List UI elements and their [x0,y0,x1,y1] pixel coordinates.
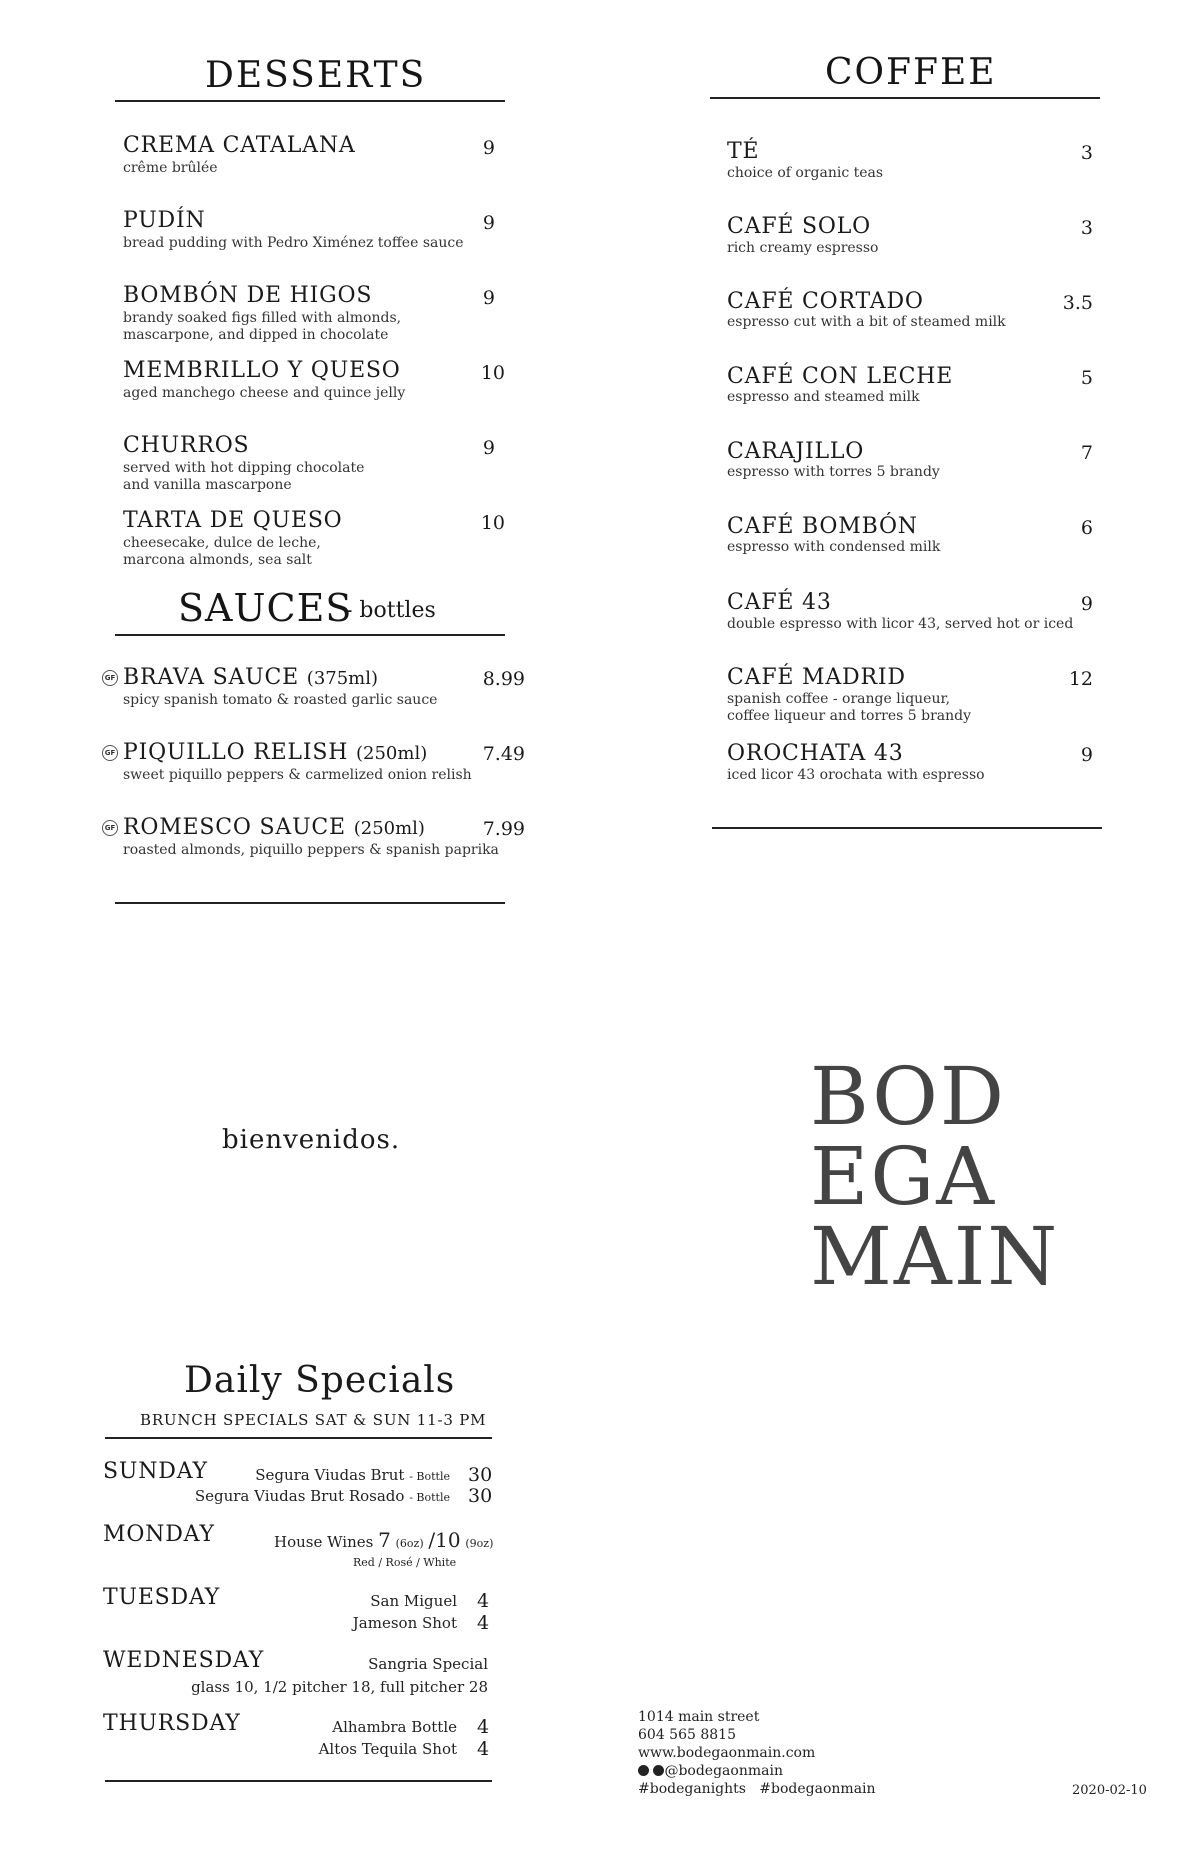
dessert-price: 9 [482,287,495,309]
logo-line-3: MAIN [810,1210,1060,1303]
coffee-desc: choice of organic teas [727,165,884,181]
coffee-name: CAFÉ CORTADO [727,289,924,314]
coffee-name: TÉ [727,139,760,164]
sauce-desc: spicy spanish tomato & roasted garlic sauce [123,692,438,708]
dessert-name: TARTA DE QUESO [123,508,343,533]
coffee-price: 3.5 [1062,292,1093,314]
special-item: Segura Viudas Brut Rosado [194,1487,405,1505]
sauce-name-text: BRAVA SAUCE [123,665,299,690]
special-qualifier: (6oz) [395,1537,424,1550]
print-date: 2020-02-10 [1072,1783,1147,1798]
dessert-name: PUDÍN [123,208,206,233]
instagram-icon [638,1765,649,1776]
special-item: Sangria Special [368,1655,488,1673]
dessert-name: BOMBÓN DE HIGOS [123,283,373,308]
special-item: Alhambra Bottle [332,1718,457,1736]
special-item: San Miguel [370,1592,457,1610]
day-label: MONDAY [103,1522,215,1547]
coffee-price: 3 [1080,142,1093,164]
special-price: 4 [477,1716,490,1738]
coffee-name: OROCHATA 43 [727,741,904,766]
specials-title: Daily Specials [184,1360,456,1401]
coffee-price: 9 [1080,593,1093,615]
special-item: Altos Tequila Shot [318,1740,457,1758]
gluten-free-badge-icon: GF [102,670,118,686]
day-label: THURSDAY [103,1711,241,1736]
dessert-price: 10 [480,512,505,534]
dessert-desc: aged manchego cheese and quince jelly [123,385,406,401]
sauce-size: (375ml) [306,668,379,689]
coffee-desc: espresso and steamed milk [727,389,920,405]
sauces-subtitle: - bottles [345,598,436,623]
specials-rule [105,1437,492,1439]
coffee-desc: rich creamy espresso [727,240,879,256]
special-price: 30 [468,1464,493,1486]
day-label: TUESDAY [103,1585,221,1610]
sauce-name-text: ROMESCO SAUCE [123,815,346,840]
sauce-desc: roasted almonds, piquillo peppers & spanish paprika [123,842,499,858]
special-item: Segura Viudas Brut [255,1466,405,1484]
coffee-name: CAFÉ BOMBÓN [727,514,918,539]
coffee-rule [710,97,1100,99]
special-line [255,1466,450,1484]
logo-line-1: BOD [810,1050,1006,1143]
dessert-price: 9 [482,437,495,459]
coffee-price: 5 [1080,367,1093,389]
coffee-desc: spanish coffee - orange liqueur, coffee liqueur and torres 5 brandy [727,691,971,724]
logo-line-2: EGA [810,1130,997,1223]
coffee-desc: espresso cut with a bit of steamed milk [727,314,1006,330]
sauce-name [123,815,425,840]
dessert-desc: crême brûlée [123,160,218,176]
dessert-price: 9 [482,212,495,234]
coffee-desc: espresso with torres 5 brandy [727,464,940,480]
social-handle-row [638,1762,783,1780]
coffee-title: COFFEE [825,52,997,93]
coffee-desc: espresso with condensed milk [727,539,941,555]
coffee-price: 6 [1080,517,1093,539]
special-price: 4 [477,1612,490,1634]
special-line [274,1528,493,1552]
sauce-name [123,665,378,690]
desserts-title: DESSERTS [205,55,427,96]
special-price: 7 [378,1528,391,1552]
sauce-price: 7.49 [482,743,525,765]
coffee-name: CAFÉ 43 [727,590,832,615]
sauce-size: (250ml) [353,818,425,839]
special-price: 10 [435,1528,461,1552]
coffee-price: 9 [1080,744,1093,766]
dessert-name: CHURROS [123,433,250,458]
phone: 604 565 8815 [638,1727,736,1743]
dessert-desc: served with hot dipping chocolate and vanilla mascarpone [123,460,365,493]
special-detail: glass 10, 1/2 pitcher 18, full pitcher 28 [191,1678,488,1696]
special-price: 30 [468,1485,493,1507]
hashtags: #bodeganights #bodegaonmain [638,1781,876,1797]
coffee-bottom-rule [712,827,1102,829]
sauce-price: 8.99 [482,668,525,690]
coffee-name: CAFÉ MADRID [727,665,906,690]
sauce-price: 7.99 [482,818,525,840]
sauces-bottom-rule [115,902,505,904]
special-price: 4 [477,1738,490,1760]
dessert-desc: cheesecake, dulce de leche, marcona almonds, sea salt [123,535,321,568]
sauce-desc: sweet piquillo peppers & carmelized onion relish [123,767,472,783]
specials-bottom-rule [105,1780,492,1782]
sauces-title: SAUCES [178,586,353,630]
sauce-size: (250ml) [356,743,428,764]
website: www.bodegaonmain.com [638,1745,816,1761]
address: 1014 main street [638,1709,760,1725]
dessert-name: MEMBRILLO Y QUESO [123,358,401,383]
coffee-desc: double espresso with licor 43, served hot or iced [727,616,1074,632]
special-item: House Wines [274,1533,374,1551]
special-qualifier: - Bottle [409,1470,450,1483]
special-note: Red / Rosé / White [353,1556,457,1569]
special-item: Jameson Shot [352,1614,457,1632]
dessert-name: CREMA CATALANA [123,133,356,158]
coffee-desc: iced licor 43 orochata with espresso [727,767,985,783]
facebook-icon [653,1765,664,1776]
gluten-free-badge-icon: GF [102,745,118,761]
price-separator: / [428,1528,436,1552]
sauce-name [123,740,427,765]
dessert-price: 9 [482,137,495,159]
special-qualifier: - Bottle [409,1491,450,1504]
special-price: 4 [477,1590,490,1612]
welcome-text: bienvenidos. [222,1125,401,1155]
coffee-name: CARAJILLO [727,439,865,464]
special-line [195,1487,450,1505]
coffee-name: CAFÉ CON LECHE [727,364,954,389]
social-handle: @bodegaonmain [664,1763,783,1779]
day-label: SUNDAY [103,1459,208,1484]
dessert-desc: bread pudding with Pedro Ximénez toffee sauce [123,235,464,251]
day-label: WEDNESDAY [103,1648,265,1673]
sauce-name-text: PIQUILLO RELISH [123,740,349,765]
dessert-price: 10 [480,362,505,384]
dessert-desc: brandy soaked figs filled with almonds, mascarpone, and dipped in chocolate [123,310,402,343]
coffee-name: CAFÉ SOLO [727,214,871,239]
coffee-price: 3 [1080,217,1093,239]
special-qualifier: (9oz) [465,1537,494,1550]
gluten-free-badge-icon: GF [102,820,118,836]
sauces-rule [115,634,505,636]
coffee-price: 12 [1068,668,1093,690]
desserts-rule [115,100,505,102]
specials-subtitle: BRUNCH SPECIALS SAT & SUN 11-3 PM [140,1411,487,1429]
coffee-price: 7 [1080,442,1093,464]
